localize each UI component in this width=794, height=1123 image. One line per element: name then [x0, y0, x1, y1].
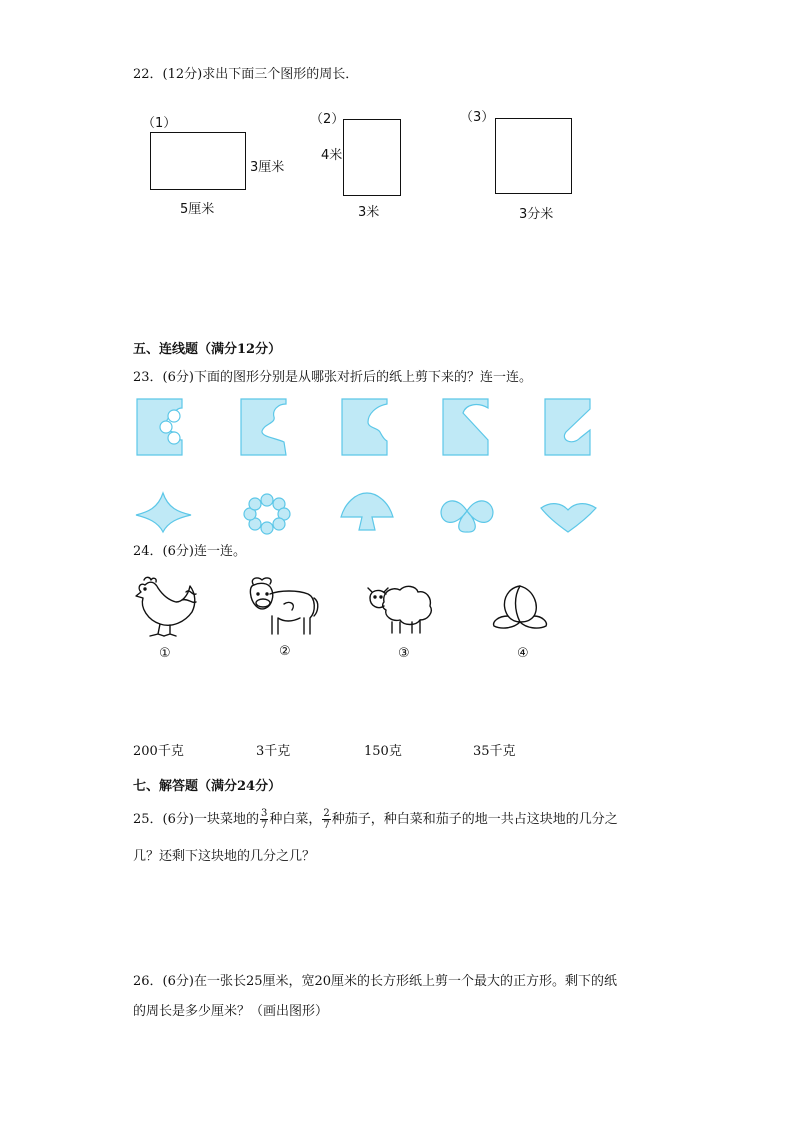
weight-option-2: 3千克 [256, 744, 291, 759]
sheep-icon [368, 586, 431, 633]
q26-line-1: 26．(6分)在一张长25厘米，宽20厘米的长方形纸上剪一个最大的正方形。剩下的纸 [133, 974, 618, 989]
weight-option-4: 35千克 [473, 744, 516, 759]
animal-number-3: ③ [398, 646, 410, 661]
fig2-label: （2） [310, 112, 345, 127]
weight-option-1: 200千克 [133, 744, 184, 759]
fraction-2-denominator: 7 [323, 820, 330, 831]
rooster-icon [136, 577, 196, 636]
section-5-title: 五、连线题（满分12分） [133, 342, 282, 357]
fig3-label: （3） [460, 110, 495, 125]
fig3-bottom-label: 3分米 [519, 207, 554, 222]
animal-number-1: ① [159, 646, 171, 661]
q25-line-1 [133, 808, 618, 831]
fraction-1-denominator: 7 [260, 820, 268, 831]
fraction-1-numerator: 3 [260, 808, 268, 819]
q22-text: 22．(12分)求出下面三个图形的周长． [133, 67, 359, 82]
q24-text: 24．(6分)连一连。 [133, 544, 246, 559]
fraction-2-numerator: 2 [323, 808, 330, 819]
fraction-3-7 [260, 808, 268, 831]
q25-mid: 种白菜， [269, 812, 322, 827]
q26-line-2: 的周长是多少厘米？（画出图形） [133, 1004, 329, 1019]
fig2-side-label: 4米 [321, 148, 343, 163]
peach-icon [494, 586, 547, 628]
cow-icon [250, 578, 317, 634]
q25-pre: 25．(6分)一块菜地的 [133, 812, 259, 827]
animal-number-4: ④ [517, 646, 529, 661]
q25-post: 种茄子，种白菜和茄子的地一共占这块地的几分之 [331, 812, 618, 827]
fraction-2-7 [322, 808, 330, 831]
q23-text: 23．(6分)下面的图形分别是从哪张对折后的纸上剪下来的？连一连。 [133, 370, 532, 385]
section-7-title: 七、解答题（满分24分） [133, 779, 282, 794]
fig1-bottom-label: 5厘米 [180, 202, 215, 217]
q25-line-2: 几？还剩下这块地的几分之几？ [133, 849, 316, 864]
fig2-bottom-label: 3米 [358, 205, 380, 220]
weight-option-3: 150克 [364, 744, 402, 759]
fig1-side-label: 3厘米 [250, 160, 285, 175]
animal-number-2: ② [279, 644, 291, 659]
fig1-label: （1） [142, 116, 177, 131]
